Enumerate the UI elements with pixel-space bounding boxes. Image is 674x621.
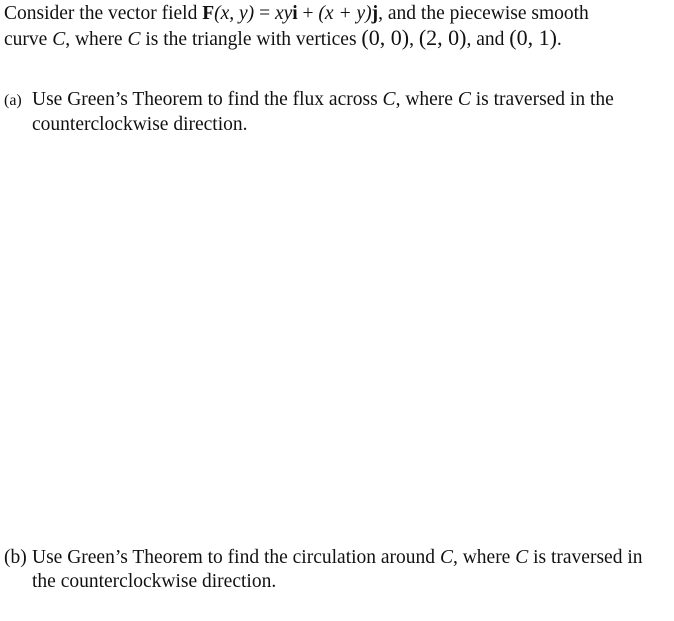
part-b-marker: (b) [4, 547, 27, 568]
plus-sign: + [297, 3, 319, 24]
part-a-line-2: counterclockwise direction. [32, 114, 248, 135]
problem-line-2 [4, 26, 664, 52]
part-a-line-1 [4, 88, 668, 113]
part-b-curve: C [439, 547, 453, 568]
vertex-2: (2, 0) [418, 25, 467, 50]
vector-field-symbol: F [202, 3, 215, 24]
problem-statement [4, 2, 664, 52]
curve-name: C [52, 29, 66, 50]
part-b-line-1 [4, 546, 668, 570]
vector-field-args: (x, y) [214, 3, 255, 24]
vertex-comma-2: , [466, 29, 472, 50]
equals-sign: = [254, 3, 275, 24]
unit-vector-j: j [371, 3, 379, 24]
part-b-text-3: is traversed in [528, 547, 643, 568]
part-a [4, 88, 668, 137]
part-b-curve-2: C [515, 547, 529, 568]
intro-line2-tail: is the triangle with vertices [140, 29, 362, 50]
curve-name-2: C [127, 29, 141, 50]
part-a-text-1: Use Green’s Theorem to find the flux across [32, 89, 383, 110]
part-a-text-2: , where [395, 89, 458, 110]
vertex-3: (0, 1) [509, 25, 557, 50]
intro-line1-tail: , and the piecewise smooth [378, 3, 589, 24]
unit-vector-i: i [292, 3, 298, 24]
intro-text: Consider the vector field [4, 3, 203, 24]
part-b [4, 546, 668, 594]
problem-line-1 [4, 2, 664, 26]
part-b-text-2: , where [452, 547, 516, 568]
part-a-curve-2: C [457, 89, 471, 110]
field-component-p: xy [274, 3, 293, 24]
part-b-text-1: Use Green’s Theorem to find the circulation around [32, 547, 440, 568]
part-a-curve: C [382, 89, 396, 110]
end-period: . [556, 29, 562, 50]
part-a-marker: (a) [4, 92, 22, 109]
intro-line2-start: curve [4, 29, 53, 50]
and-text: and [471, 29, 510, 50]
part-a-text-3: is traversed in the [470, 89, 614, 110]
part-b-line-2: the counterclockwise direction. [32, 571, 277, 592]
intro-line2-mid: , where [65, 29, 128, 50]
field-component-q: (x + y) [318, 3, 372, 24]
vertex-1: (0, 0) [361, 25, 410, 50]
vertex-comma-1: , [409, 29, 414, 50]
